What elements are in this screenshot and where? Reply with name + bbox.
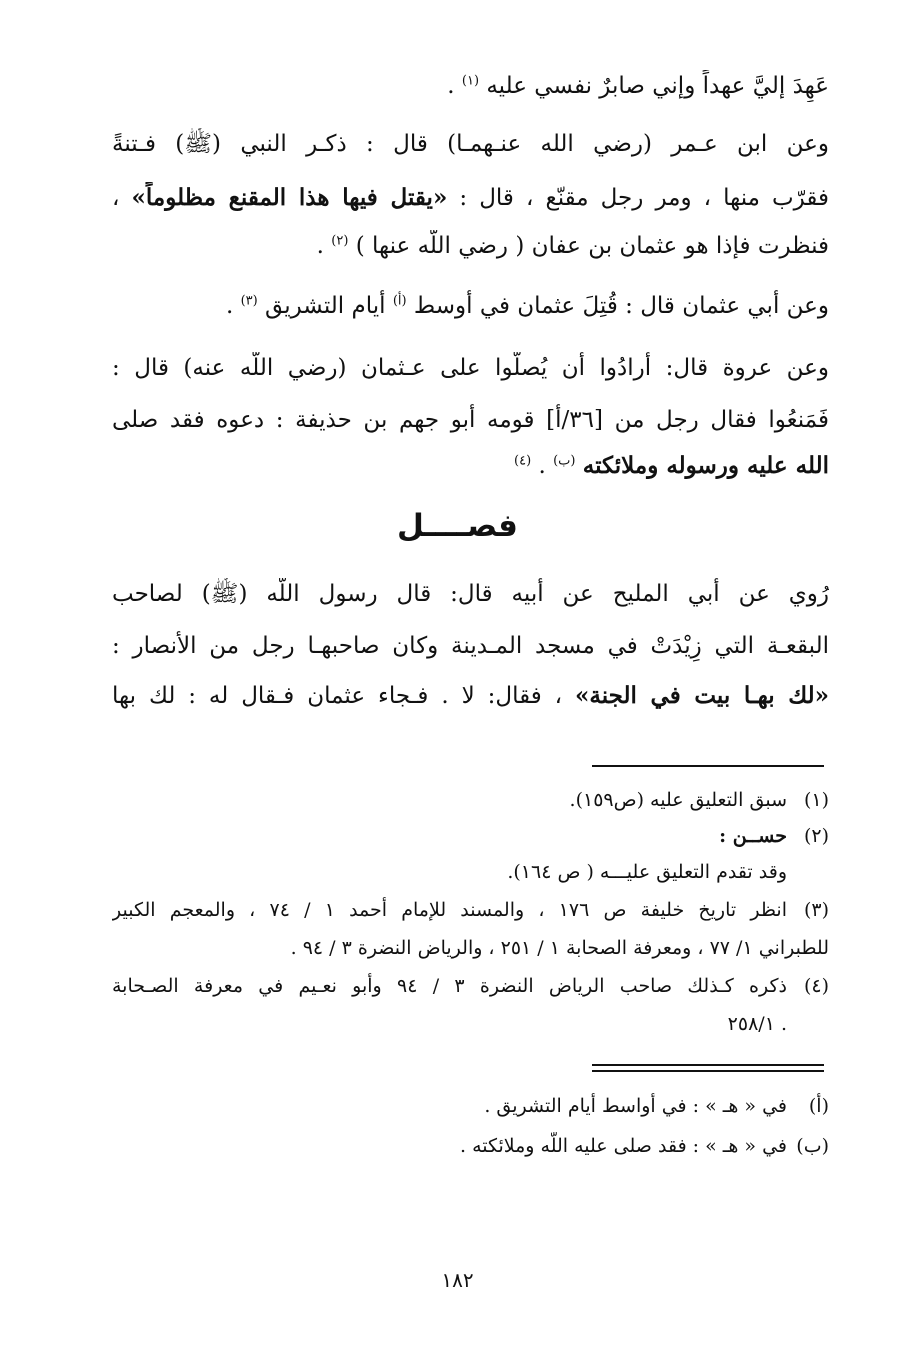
- footnote-text: سبق التعليق عليه (ص١٥٩).: [569, 789, 787, 811]
- punctuation: .: [538, 453, 546, 479]
- body-line-2: [112, 128, 829, 160]
- footnote-number: (٢): [803, 825, 829, 847]
- section-line-1: [112, 578, 829, 610]
- body-text: أيام التشريق: [265, 293, 386, 319]
- footnote-ref[interactable]: (٣): [240, 293, 258, 309]
- variant-number: (ب): [796, 1135, 829, 1157]
- body-text: ، فقال: لا . فـجاء عثمان فـقال له : لك بها: [112, 683, 563, 709]
- body-line-5: [112, 290, 829, 322]
- punctuation: .: [447, 73, 455, 99]
- footnote-text: . ٢٥٨/١: [727, 1013, 787, 1035]
- footnote-number: (٤): [803, 975, 829, 997]
- footnote-continuation: [112, 858, 787, 886]
- section-heading: فصــــل: [397, 508, 518, 544]
- body-text: رُوي عن أبي المليح عن أبيه قال: قال رسول اللّه (ﷺ) لصاحب: [112, 581, 829, 607]
- variant-separator-bottom: [592, 1070, 824, 1072]
- section-line-3: [112, 680, 829, 712]
- body-text: وعن ابن عـمر (رضي الله عنـهمـا) قال : ذكـر النبي (ﷺ) فـتنةً: [112, 131, 829, 157]
- page-number: ١٨٢: [441, 1268, 474, 1292]
- body-text: فقرّب منها ، ومر رجل مقنّع ، قال :: [459, 185, 829, 211]
- body-text: وعن عروة قال: أرادُوا أن يُصلُّوا على عـثمان (رضي اللّه عنه) قال :: [112, 355, 829, 381]
- variant-text: في « هـ » : فقد صلى عليه اللّه وملائكته .: [460, 1135, 787, 1157]
- footnote: [112, 786, 829, 814]
- footnote-continuation: [112, 1010, 787, 1038]
- footnote-ref[interactable]: (٢): [331, 233, 349, 249]
- footnote-text: وقد تقدم التعليق عليـــه ( ص ١٦٤).: [507, 861, 787, 883]
- section-line-2: [112, 630, 829, 662]
- footnote-ref[interactable]: (١): [461, 73, 480, 89]
- body-line-6: [112, 352, 829, 384]
- footnote: [112, 896, 829, 924]
- variant-ref[interactable]: (ب): [553, 453, 576, 469]
- hadith-quote: «يقتل فيها هذا المقنع مظلوماً»: [131, 184, 448, 211]
- body-line-3: [112, 182, 829, 214]
- footnote-ref[interactable]: (٤): [514, 453, 532, 469]
- body-line-7: [112, 404, 829, 436]
- body-line-4: [112, 230, 829, 262]
- footnote-separator: [592, 765, 824, 767]
- body-line-1: [112, 70, 829, 102]
- footnote-text: ذكره كـذلك صاحب الرياض النضرة ٣ / ٩٤ وأبو نعـيم في معرفة الصـحابة: [112, 975, 787, 997]
- footnote-number: (٣): [803, 899, 829, 921]
- punctuation: .: [225, 293, 234, 319]
- body-text: فَمَنعُوا فقال رجل من [٣٦/أ] قومه أبو جهم بن حذيفة : دعوه فقد صلى: [112, 407, 829, 433]
- footnote-number: (١): [803, 789, 829, 811]
- footnote-text: حســن :: [719, 825, 787, 847]
- variant-number: (أ): [808, 1095, 829, 1117]
- footnote: [112, 822, 829, 850]
- footnote-text: للطبراني ١/ ٧٧ ، ومعرفة الصحابة ١ / ٢٥١ ، والرياض النضرة ٣ / ٩٤ .: [290, 937, 829, 959]
- variant-note: [112, 1132, 829, 1160]
- body-text: البقعـة التي زِيْدَتْ في مسجد المـدينة وكان صاحبهـا رجل من الأنصار :: [112, 633, 829, 659]
- variant-text: في « هـ » : في أواسط أيام التشريق .: [484, 1095, 787, 1117]
- body-text: الله عليه ورسوله وملائكته: [582, 452, 829, 479]
- punctuation: ،: [112, 185, 120, 211]
- body-line-8: [112, 450, 829, 482]
- punctuation: .: [316, 233, 324, 259]
- footnote-text: انظر تاريخ خليفة ص ١٧٦ ، والمسند للإمام أحمد ١ / ٧٤ ، والمعجم الكبير: [112, 899, 787, 921]
- variant-separator-top: [592, 1064, 824, 1066]
- footnote: [112, 972, 829, 1000]
- variant-note: [112, 1092, 829, 1120]
- variant-ref[interactable]: (أ): [392, 293, 407, 309]
- body-text: عَهِدَ إليَّ عهداً وإني صابرٌ نفسي عليه: [486, 73, 829, 99]
- body-text: فنظرت فإذا هو عثمان بن عفان ( رضي اللّه عنها ): [355, 233, 829, 259]
- hadith-quote: «لك بهـا بيت في الجنة»: [575, 682, 829, 709]
- body-text: وعن أبي عثمان قال : قُتِلَ عثمان في أوسط: [413, 293, 829, 319]
- footnote-continuation: [112, 934, 829, 962]
